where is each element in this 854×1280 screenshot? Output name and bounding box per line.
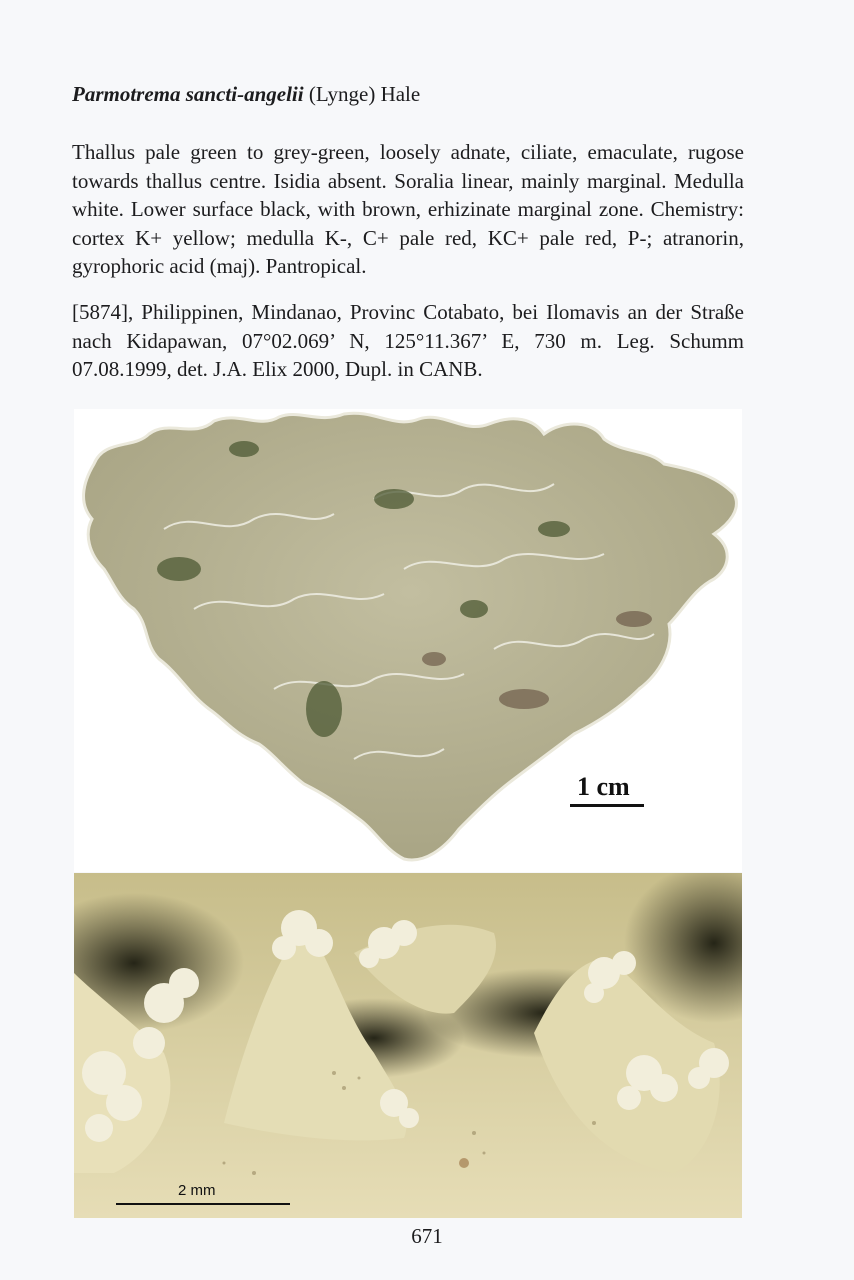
species-authority: (Lynge) Hale	[303, 82, 421, 106]
species-binomial: Parmotrema sancti-angelii	[72, 82, 304, 106]
scale-bar-2mm	[116, 1203, 290, 1205]
specimen-paragraph: [5874], Philippinen, Mindanao, Provinc Cotabato, bei Ilomavis an der Straße nach Kidapawan, 07°02.069’ N, 125°11.367’ E, 730 m. Leg. Schumm 07.08.1999, det. J.A. Elix 2000, Dupl. in CANB.	[72, 300, 744, 381]
page-number: 671	[411, 1224, 443, 1248]
scale-bar-1cm	[570, 804, 644, 807]
scale-label-1cm: 1 cm	[577, 772, 630, 801]
soralia-closeup-photo	[74, 873, 742, 1218]
description-paragraph: Thallus pale green to grey-green, loosely adnate, ciliate, emaculate, rugose towards thallus centre. Isidia absent. Soralia linear, mainly marginal. Medulla white. Lower surface black, with brown, erhizinate marginal zone. Chemistry: cortex K+ yellow; medulla K-, C+ pale red, KC+ pale red, P-; atranorin, gyrophoric acid (maj). Pantropical.	[72, 140, 744, 278]
thallus-photo	[74, 409, 742, 872]
scale-label-2mm: 2 mm	[178, 1182, 216, 1199]
species-heading	[72, 80, 420, 108]
